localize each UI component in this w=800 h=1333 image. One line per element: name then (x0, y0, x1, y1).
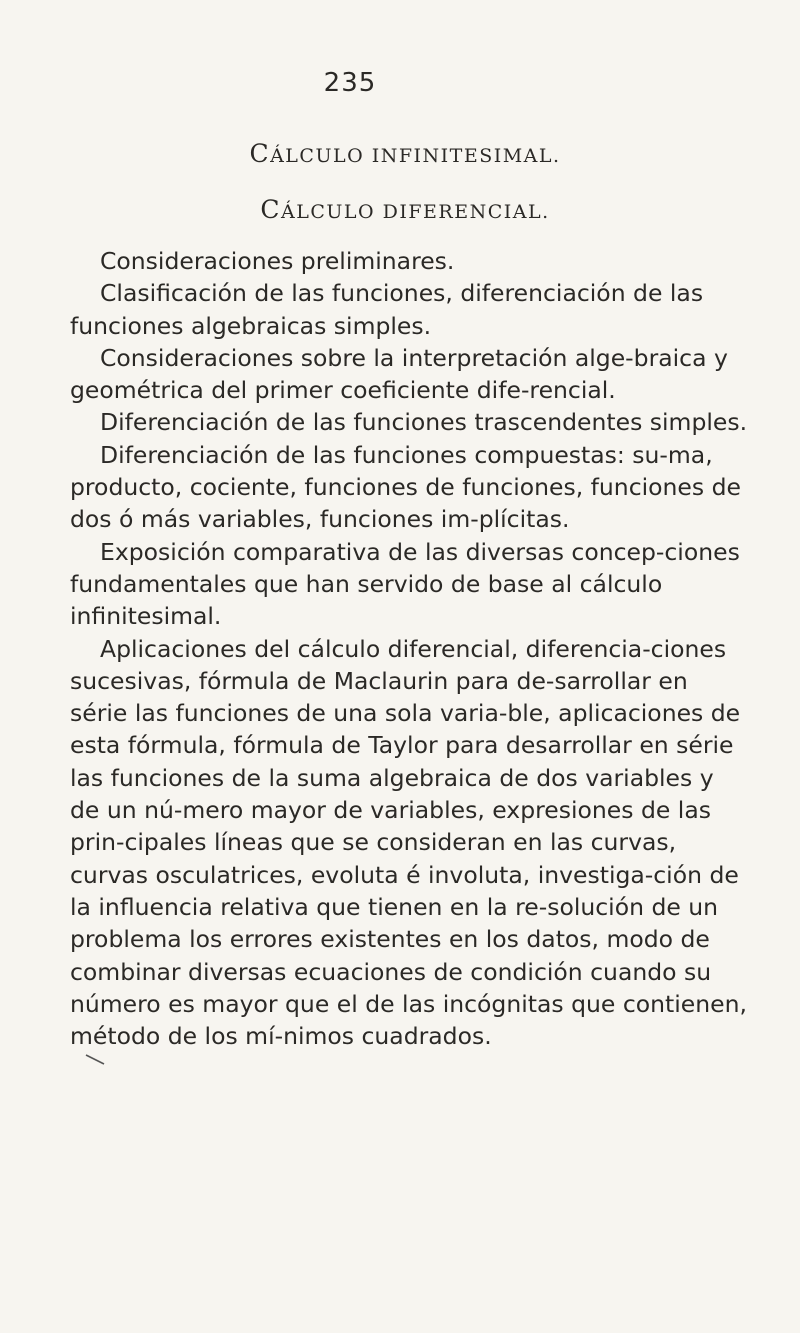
paragraph: Aplicaciones del cálculo diferencial, diferencia-ciones sucesivas, fórmula de Maclaurin para de-sarrollar en série las funciones de una sola varia-ble, aplicaciones de esta fórmula, fórmula de Taylor para desarrollar en série las funciones de la suma algebraica de dos variables y de un nú-mero mayor de variables, expresiones de las prin-cipales líneas que se consideran en las curvas, curvas osculatrices, evoluta é involuta, investiga-ción de la influencia relativa que tienen en la re-solución de un problema los errores existentes en los datos, modo de combinar diversas ecuaciones de condición cuando su número es mayor que el de las incógnitas que contienen, método de los mí-nimos cuadrados. (70, 634, 747, 1051)
subsection-heading-rest: ÁLCULO DIFERENCIAL. (281, 201, 550, 223)
body-text (70, 245, 750, 1052)
ink-mark (84, 1052, 106, 1066)
section-heading (0, 139, 800, 168)
paragraph: Diferenciación de las funciones compuestas: su-ma, producto, cociente, funciones de funciones, funciones de dos ó más variables, funciones im-plícitas. (70, 440, 741, 534)
section-heading-initial: C (249, 139, 271, 168)
subsection-heading (0, 195, 800, 224)
page-number: 235 (323, 68, 377, 98)
paragraph: Clasificación de las funciones, diferenciación de las funciones algebraicas simples. (70, 279, 704, 340)
paragraph: Exposición comparativa de las diversas concep-ciones fundamentales que han servido de base al cálculo infinitesimal. (70, 537, 740, 631)
paragraph: Consideraciones preliminares. (100, 247, 455, 275)
section-heading-rest: ÁLCULO INFINITESIMAL. (270, 145, 561, 167)
subsection-heading-initial: C (260, 195, 281, 224)
paragraph: Consideraciones sobre la interpretación alge-braica y geométrica del primer coeficiente dife-rencial. (70, 343, 728, 405)
paragraph: Diferenciación de las funciones trascendentes simples. (100, 408, 748, 437)
